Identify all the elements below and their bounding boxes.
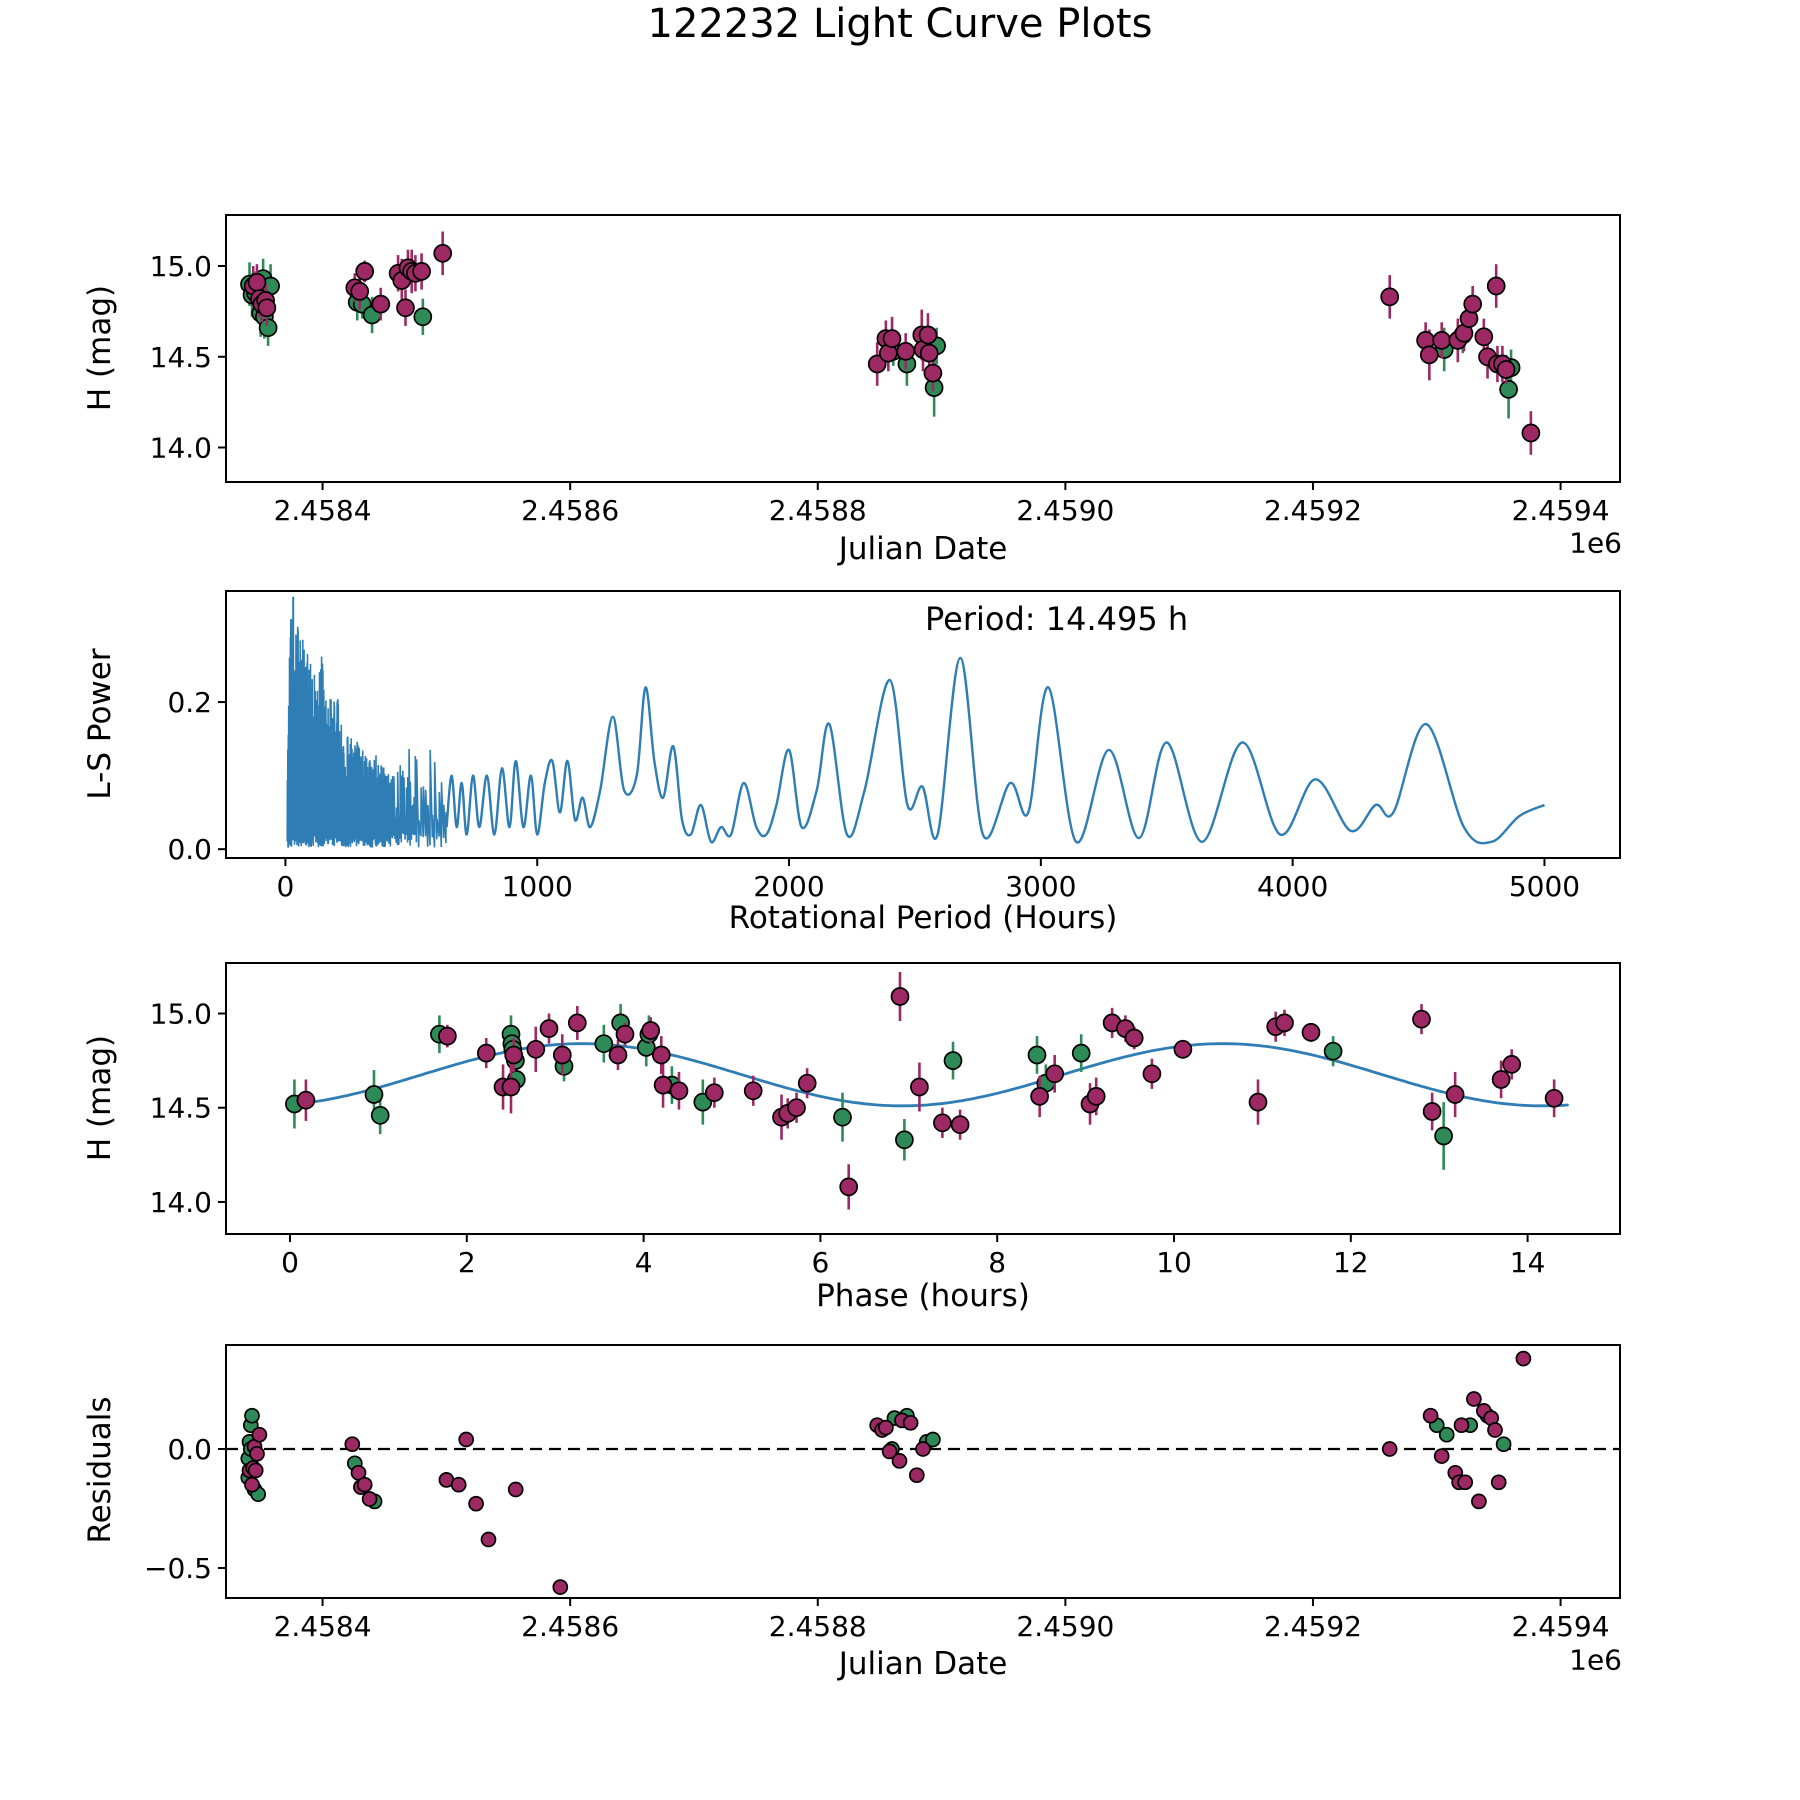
y-axis-label-panel2: L-S Power <box>82 648 118 800</box>
data-point-purple <box>439 1028 456 1045</box>
figure-title: 122232 Light Curve Plots <box>647 1 1153 47</box>
data-point-purple <box>250 1447 264 1461</box>
data-point-purple <box>1303 1024 1320 1041</box>
data-point-green <box>1440 1428 1454 1442</box>
data-point-purple <box>911 1079 928 1096</box>
data-point-purple <box>397 299 414 316</box>
data-point-purple <box>351 283 368 300</box>
x-tick-label: 2.4586 <box>521 1610 620 1643</box>
data-point-purple <box>554 1047 571 1064</box>
data-point-purple <box>245 1478 259 1492</box>
data-point-green <box>595 1035 612 1052</box>
data-point-purple <box>1046 1065 1063 1082</box>
x-axis-label-panel3: Phase (hours) <box>816 1278 1030 1314</box>
data-point-purple <box>1421 346 1438 363</box>
data-point-purple <box>541 1020 558 1037</box>
x-tick-label: 2.4588 <box>768 494 867 527</box>
x-tick-label: 2.4584 <box>273 1610 372 1643</box>
data-point-green <box>366 1086 383 1103</box>
x-tick-label: 2.4594 <box>1511 494 1610 527</box>
x-tick-label: 3000 <box>1005 870 1077 903</box>
x-tick-label: 10 <box>1156 1246 1192 1279</box>
data-point-purple <box>1424 1409 1438 1423</box>
data-point-purple <box>952 1116 969 1133</box>
x-axis-label-panel1: Julian Date <box>838 531 1008 567</box>
data-point-purple <box>363 1492 377 1506</box>
data-point-purple <box>910 1468 924 1482</box>
periodogram-line <box>447 658 1545 843</box>
period-annotation: Period: 14.495 h <box>925 600 1189 638</box>
data-point-purple <box>1546 1090 1563 1107</box>
x-tick-label: 0 <box>281 1246 299 1279</box>
y-tick-label: 15.0 <box>149 997 212 1031</box>
x-tick-label: 4000 <box>1257 870 1329 903</box>
panel-content-phase_curve <box>286 972 1568 1209</box>
data-point-purple <box>1447 1086 1464 1103</box>
data-point-purple <box>509 1483 523 1497</box>
x-tick-label: 14 <box>1509 1246 1546 1279</box>
data-point-purple <box>1424 1103 1441 1120</box>
data-point-purple <box>413 263 430 280</box>
data-point-purple <box>1522 425 1539 442</box>
data-point-purple <box>469 1497 483 1511</box>
data-point-purple <box>671 1082 688 1099</box>
data-point-purple <box>921 345 938 362</box>
y-tick-label: 0.0 <box>167 1433 212 1467</box>
x-tick-label: 2.4592 <box>1263 1610 1362 1643</box>
data-point-purple <box>553 1580 567 1594</box>
data-point-purple <box>1493 1071 1510 1088</box>
data-point-purple <box>1472 1494 1486 1508</box>
data-point-purple <box>258 299 275 316</box>
data-point-purple <box>1088 1088 1105 1105</box>
panel-content-residuals <box>226 1352 1620 1595</box>
data-point-purple <box>610 1047 627 1064</box>
data-point-purple <box>372 296 389 313</box>
data-point-purple <box>452 1478 466 1492</box>
data-point-purple <box>358 1478 372 1492</box>
data-point-green <box>245 1409 259 1423</box>
data-point-purple <box>345 1437 359 1451</box>
data-point-purple <box>527 1041 544 1058</box>
x-tick-label: 2.4584 <box>273 494 372 527</box>
data-point-green <box>945 1052 962 1069</box>
data-point-purple <box>249 1463 263 1477</box>
x-tick-label: 2.4594 <box>1511 1610 1610 1643</box>
data-point-purple <box>840 1178 857 1195</box>
x-tick-label: 2.4590 <box>1016 494 1115 527</box>
data-point-purple <box>1126 1030 1143 1047</box>
y-tick-label: 0.0 <box>167 833 212 867</box>
data-point-purple <box>893 1454 907 1468</box>
data-point-purple <box>478 1045 495 1062</box>
data-point-purple <box>1488 278 1505 295</box>
axes-spines <box>226 963 1620 1234</box>
data-point-purple <box>505 1047 522 1064</box>
data-point-purple <box>1174 1041 1191 1058</box>
x-tick-label: 2.4590 <box>1016 1610 1115 1643</box>
data-point-green <box>896 1131 913 1148</box>
data-point-green <box>372 1107 389 1124</box>
data-point-purple <box>482 1533 496 1547</box>
data-point-purple <box>1250 1094 1267 1111</box>
data-point-purple <box>745 1082 762 1099</box>
data-point-green <box>1500 381 1517 398</box>
periodogram-noise-line <box>287 597 446 848</box>
data-point-purple <box>249 274 266 291</box>
x-tick-label: 4 <box>634 1246 653 1279</box>
x-offset-label-panel4: 1e6 <box>1569 1643 1622 1677</box>
data-point-purple <box>924 365 941 382</box>
data-point-purple <box>920 327 937 344</box>
data-point-purple <box>897 343 914 360</box>
y-tick-label: 14.5 <box>149 340 212 374</box>
x-offset-label-panel1: 1e6 <box>1569 526 1622 560</box>
data-point-purple <box>653 1047 670 1064</box>
data-point-purple <box>904 1416 918 1430</box>
x-tick-label: 6 <box>811 1246 830 1279</box>
y-axis-label-panel1: H (mag) <box>82 284 118 412</box>
data-point-purple <box>297 1092 314 1109</box>
x-tick-label: 2.4586 <box>521 494 620 527</box>
data-point-purple <box>642 1022 659 1039</box>
data-point-purple <box>1488 1423 1502 1437</box>
data-point-purple <box>459 1433 473 1447</box>
x-axis-label-panel2: Rotational Period (Hours) <box>728 900 1118 936</box>
data-point-green <box>414 308 431 325</box>
data-point-purple <box>1475 328 1492 345</box>
data-point-purple <box>434 245 451 262</box>
y-tick-label: 0.2 <box>167 686 212 720</box>
data-point-purple <box>1031 1088 1048 1105</box>
data-point-purple <box>252 1428 266 1442</box>
panel-content-periodogram <box>287 597 1544 848</box>
data-point-purple <box>1435 1449 1449 1463</box>
data-point-purple <box>1143 1065 1160 1082</box>
data-point-purple <box>1383 1442 1397 1456</box>
data-point-purple <box>569 1014 586 1031</box>
data-point-purple <box>1381 288 1398 305</box>
x-tick-label: 12 <box>1332 1246 1369 1279</box>
data-point-purple <box>706 1084 723 1101</box>
y-tick-label: −0.5 <box>144 1552 212 1586</box>
data-point-purple <box>503 1079 520 1096</box>
data-point-purple <box>356 263 373 280</box>
x-tick-label: 2.4592 <box>1263 494 1362 527</box>
data-point-purple <box>1458 1475 1472 1489</box>
data-point-purple <box>1498 361 1515 378</box>
data-point-green <box>1325 1043 1342 1060</box>
data-point-purple <box>892 988 909 1005</box>
data-point-purple <box>1464 296 1481 313</box>
data-point-purple <box>884 330 901 347</box>
data-point-purple <box>788 1099 805 1116</box>
x-tick-label: 0 <box>276 870 295 903</box>
data-point-purple <box>1455 1418 1469 1432</box>
x-tick-label: 2000 <box>753 870 825 903</box>
x-tick-label: 5000 <box>1508 870 1581 903</box>
data-point-purple <box>1516 1352 1530 1366</box>
data-point-purple <box>799 1075 816 1092</box>
x-tick-label: 1000 <box>501 870 573 903</box>
data-point-green <box>834 1109 851 1126</box>
data-point-purple <box>879 1421 893 1435</box>
data-point-purple <box>1433 332 1450 349</box>
data-point-green <box>1435 1128 1452 1145</box>
data-point-green <box>1497 1437 1511 1451</box>
x-tick-label: 2.4588 <box>768 1610 867 1643</box>
data-point-purple <box>1276 1014 1293 1031</box>
x-tick-label: 2 <box>457 1246 476 1279</box>
data-point-green <box>1073 1045 1090 1062</box>
data-point-purple <box>1413 1011 1430 1028</box>
data-point-purple <box>1503 1056 1520 1073</box>
x-axis-label-panel4: Julian Date <box>838 1646 1008 1682</box>
data-point-purple <box>617 1026 634 1043</box>
y-tick-label: 15.0 <box>149 250 212 284</box>
x-tick-label: 8 <box>988 1246 1007 1279</box>
y-tick-label: 14.5 <box>149 1091 212 1125</box>
data-point-purple <box>916 1442 930 1456</box>
panel-content-jd_lightcurve <box>241 232 1539 455</box>
y-tick-label: 14.0 <box>149 1185 212 1219</box>
y-axis-label-panel3: H (mag) <box>82 1034 118 1162</box>
data-point-purple <box>1492 1475 1506 1489</box>
data-point-green <box>1029 1047 1046 1064</box>
y-tick-label: 14.0 <box>149 431 212 465</box>
y-axis-label-panel4: Residuals <box>82 1396 118 1544</box>
data-point-purple <box>934 1114 951 1131</box>
data-point-purple <box>1467 1392 1481 1406</box>
data-point-purple <box>655 1077 672 1094</box>
